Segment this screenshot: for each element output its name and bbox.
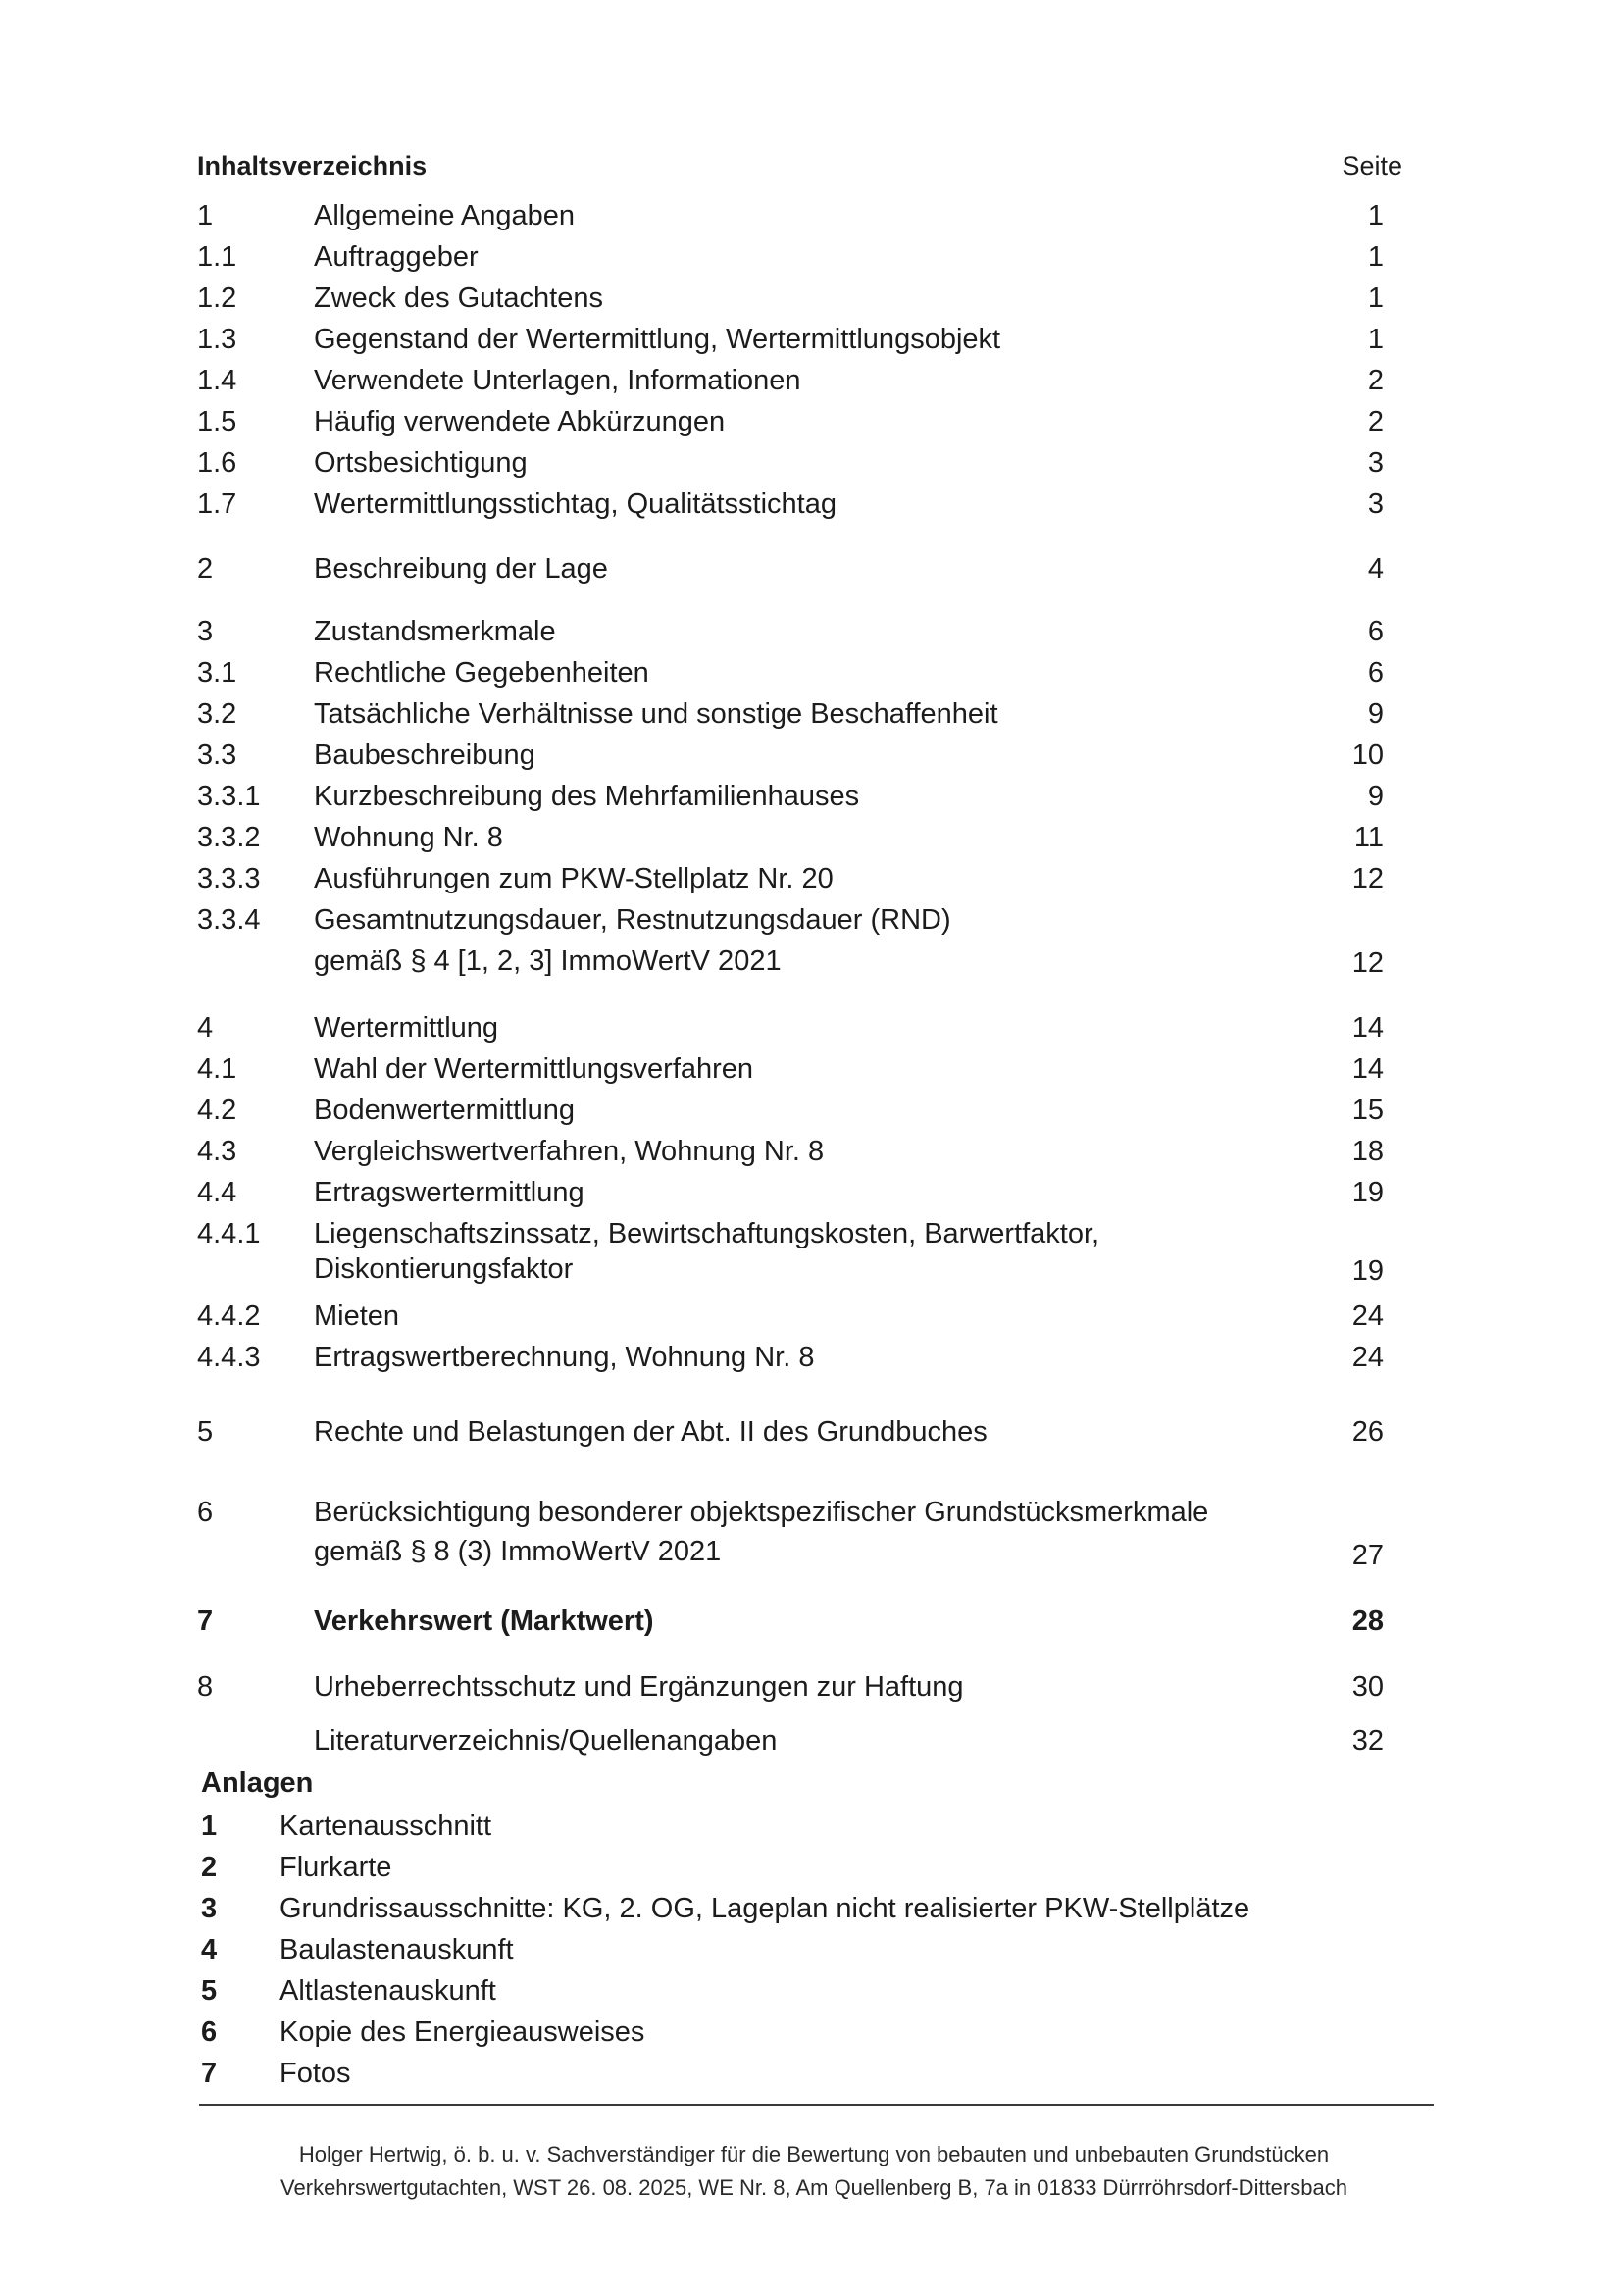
toc-entry-page: 10 bbox=[1351, 739, 1384, 771]
toc-entry-number: 4.3 bbox=[197, 1136, 237, 1167]
toc-entry-number: 3.3.3 bbox=[197, 863, 261, 894]
toc-entry-page: 14 bbox=[1351, 1012, 1384, 1044]
toc-entry-title-line2: gemäß § 8 (3) ImmoWertV 2021 bbox=[314, 1536, 722, 1567]
toc-entry-number: 3.2 bbox=[197, 698, 237, 730]
toc-entry-title: Rechte und Belastungen der Abt. II des Grundbuches bbox=[314, 1416, 988, 1448]
toc-entry-number: 3 bbox=[197, 616, 214, 647]
toc-entry-page: 15 bbox=[1351, 1095, 1384, 1126]
toc-entry-number: 4.4 bbox=[197, 1177, 237, 1208]
toc-entry-number: 8 bbox=[197, 1671, 214, 1703]
toc-entry-number: 1.7 bbox=[197, 488, 237, 520]
toc-entry-title: Ausführungen zum PKW-Stellplatz Nr. 20 bbox=[314, 863, 834, 894]
toc-entry-page: 26 bbox=[1351, 1416, 1384, 1448]
toc-entry-number: 4 bbox=[197, 1012, 214, 1044]
toc-entry bbox=[197, 1216, 1384, 1289]
page-footer bbox=[147, 2138, 1481, 2205]
toc-entry-page: 14 bbox=[1351, 1053, 1384, 1085]
anlage-number: 1 bbox=[201, 1810, 218, 1842]
toc-entry-number: 4.4.1 bbox=[197, 1218, 261, 1249]
toc-entry-page: 2 bbox=[1367, 365, 1384, 396]
anlage-title: Baulastenauskunft bbox=[279, 1934, 514, 1965]
footer-line-2: Verkehrswertgutachten, WST 26. 08. 2025, WE Nr. 8, Am Quellenberg B, 7a in 01833 Dürrröhrsdorf-Dittersbach bbox=[280, 2175, 1347, 2200]
anlagen-heading: Anlagen bbox=[201, 1767, 314, 1799]
page-column-label: Seite bbox=[1342, 151, 1402, 180]
toc-entry-number: 4.4.3 bbox=[197, 1342, 261, 1373]
toc-entry-number: 3.3 bbox=[197, 739, 237, 771]
toc-entry-page: 24 bbox=[1351, 1300, 1384, 1332]
toc-entry-page: 11 bbox=[1353, 822, 1384, 853]
toc-entry-title: Mieten bbox=[314, 1300, 400, 1332]
toc-entry-number: 1.6 bbox=[197, 447, 237, 479]
toc-entry-title: Bodenwertermittlung bbox=[314, 1095, 575, 1126]
toc-entry-page: 4 bbox=[1367, 553, 1384, 585]
toc-entry-title: Beschreibung der Lage bbox=[314, 553, 608, 585]
toc-entry-title: Auftraggeber bbox=[314, 241, 479, 273]
anlage-title: Altlastenauskunft bbox=[279, 1975, 496, 2007]
toc-entry-page: 28 bbox=[1351, 1605, 1384, 1637]
toc-entry-number: 1.1 bbox=[197, 241, 237, 273]
toc-entry-number: 1.4 bbox=[197, 365, 237, 396]
anlage-number: 6 bbox=[201, 2016, 218, 2048]
toc-entry-number: 3.3.1 bbox=[197, 781, 261, 812]
anlage-number: 5 bbox=[201, 1975, 218, 2007]
toc-entry-title: Zweck des Gutachtens bbox=[314, 282, 603, 314]
anlage-title: Kopie des Energieausweises bbox=[279, 2016, 645, 2048]
toc-entry bbox=[197, 902, 1384, 981]
toc-entry-title: Wertermittlung bbox=[314, 1012, 499, 1044]
toc-entry-title: Vergleichswertverfahren, Wohnung Nr. 8 bbox=[314, 1136, 825, 1167]
toc-entry-title: Ertragswertermittlung bbox=[314, 1177, 584, 1208]
toc-entry-title: Gegenstand der Wertermittlung, Wertermittlungsobjekt bbox=[314, 324, 1001, 355]
footer-divider bbox=[199, 2104, 1434, 2106]
toc-entry-page: 3 bbox=[1367, 447, 1384, 479]
toc-entry-number: 5 bbox=[197, 1416, 214, 1448]
toc-entry-page: 12 bbox=[1351, 863, 1384, 894]
toc-heading: Inhaltsverzeichnis bbox=[197, 151, 428, 180]
toc-entry-number: 2 bbox=[197, 553, 214, 585]
toc-entry-number: 1 bbox=[197, 200, 214, 231]
anlage-title: Flurkarte bbox=[279, 1852, 392, 1883]
toc-entry-page: 19 bbox=[1351, 1177, 1384, 1208]
anlage-title: Grundrissausschnitte: KG, 2. OG, Lageplan nicht realisierter PKW-Stellplätze bbox=[279, 1893, 1250, 1924]
toc-entry-title: Zustandsmerkmale bbox=[314, 616, 556, 647]
toc-entry-page: 9 bbox=[1367, 698, 1384, 730]
toc-entry-title: Häufig verwendete Abkürzungen bbox=[314, 406, 726, 437]
toc-entry-number: 4.4.2 bbox=[197, 1300, 261, 1332]
toc-entry-title-line1: Gesamtnutzungsdauer, Restnutzungsdauer (RND) bbox=[314, 904, 951, 936]
toc-entry-page: 24 bbox=[1351, 1342, 1384, 1373]
toc-entry-title: Urheberrechtsschutz und Ergänzungen zur Haftung bbox=[314, 1671, 964, 1703]
toc-entry-title: Kurzbeschreibung des Mehrfamilienhauses bbox=[314, 781, 860, 812]
toc-entry-page: 2 bbox=[1367, 406, 1384, 437]
toc-entry-title: Wohnung Nr. 8 bbox=[314, 822, 503, 853]
toc-entry-title: Literaturverzeichnis/Quellenangaben bbox=[314, 1725, 778, 1757]
anlage-number: 3 bbox=[201, 1893, 218, 1924]
toc-entry-page: 12 bbox=[1351, 947, 1384, 979]
toc-entry-number: 1.3 bbox=[197, 324, 237, 355]
toc-entry-page: 32 bbox=[1351, 1725, 1384, 1757]
toc-entry-page: 3 bbox=[1367, 488, 1384, 520]
toc-entry bbox=[197, 1495, 1384, 1573]
toc-entry-number: 7 bbox=[197, 1605, 214, 1637]
toc-entry-page: 6 bbox=[1367, 616, 1384, 647]
anlage-title: Fotos bbox=[279, 2058, 351, 2089]
toc-entry-number: 4.2 bbox=[197, 1095, 237, 1126]
toc-entry-number: 1.5 bbox=[197, 406, 237, 437]
toc-entry-title: Wertermittlungsstichtag, Qualitätsstichtag bbox=[314, 488, 837, 520]
toc-entry-number: 3.3.4 bbox=[197, 904, 261, 936]
anlage-number: 4 bbox=[201, 1934, 218, 1965]
toc-entry-title: Rechtliche Gegebenheiten bbox=[314, 657, 649, 688]
toc-entry-title: Allgemeine Angaben bbox=[314, 200, 576, 231]
toc-entry-page: 19 bbox=[1351, 1255, 1384, 1287]
anlage-number: 2 bbox=[201, 1852, 218, 1883]
toc-entry-page: 1 bbox=[1367, 241, 1384, 273]
toc-entry-title-line1: Liegenschaftszinssatz, Bewirtschaftungskosten, Barwertfaktor, bbox=[314, 1218, 1100, 1249]
toc-entry-page: 6 bbox=[1367, 657, 1384, 688]
toc-entry-page: 18 bbox=[1351, 1136, 1384, 1167]
toc-entry-page: 30 bbox=[1351, 1671, 1384, 1703]
toc-entry-page: 27 bbox=[1351, 1540, 1384, 1571]
toc-entry-title: Ortsbesichtigung bbox=[314, 447, 528, 479]
toc-entry-page: 1 bbox=[1367, 282, 1384, 314]
toc-entry-title-line2: gemäß § 4 [1, 2, 3] ImmoWertV 2021 bbox=[314, 945, 782, 977]
toc-entry-title: Ertragswertberechnung, Wohnung Nr. 8 bbox=[314, 1342, 815, 1373]
toc-entry-title: Verkehrswert (Marktwert) bbox=[314, 1605, 654, 1637]
toc-entry-page: 1 bbox=[1367, 324, 1384, 355]
toc-entry-title: Verwendete Unterlagen, Informationen bbox=[314, 365, 801, 396]
footer-line-1: Holger Hertwig, ö. b. u. v. Sachverständiger für die Bewertung von bebauten und unbebauten Grundstücken bbox=[298, 2142, 1330, 2166]
toc-entry-number: 1.2 bbox=[197, 282, 237, 314]
toc-entry-page: 1 bbox=[1367, 200, 1384, 231]
toc-entry-number: 3.3.2 bbox=[197, 822, 261, 853]
toc-entry-title: Tatsächliche Verhältnisse und sonstige Beschaffenheit bbox=[314, 698, 998, 730]
toc-entry-page: 9 bbox=[1367, 781, 1384, 812]
toc-entry-title-line1: Berücksichtigung besonderer objektspezifischer Grundstücksmerkmale bbox=[314, 1497, 1209, 1528]
toc-entry-title-line2: Diskontierungsfaktor bbox=[314, 1253, 574, 1285]
toc-entry-number: 3.1 bbox=[197, 657, 237, 688]
toc-entry-title: Wahl der Wertermittlungsverfahren bbox=[314, 1053, 754, 1085]
toc-entry-number: 4.1 bbox=[197, 1053, 237, 1085]
toc-entry-number: 6 bbox=[197, 1497, 214, 1528]
anlage-number: 7 bbox=[201, 2058, 218, 2089]
anlage-title: Kartenausschnitt bbox=[279, 1810, 492, 1842]
toc-entry-title: Baubeschreibung bbox=[314, 739, 535, 771]
